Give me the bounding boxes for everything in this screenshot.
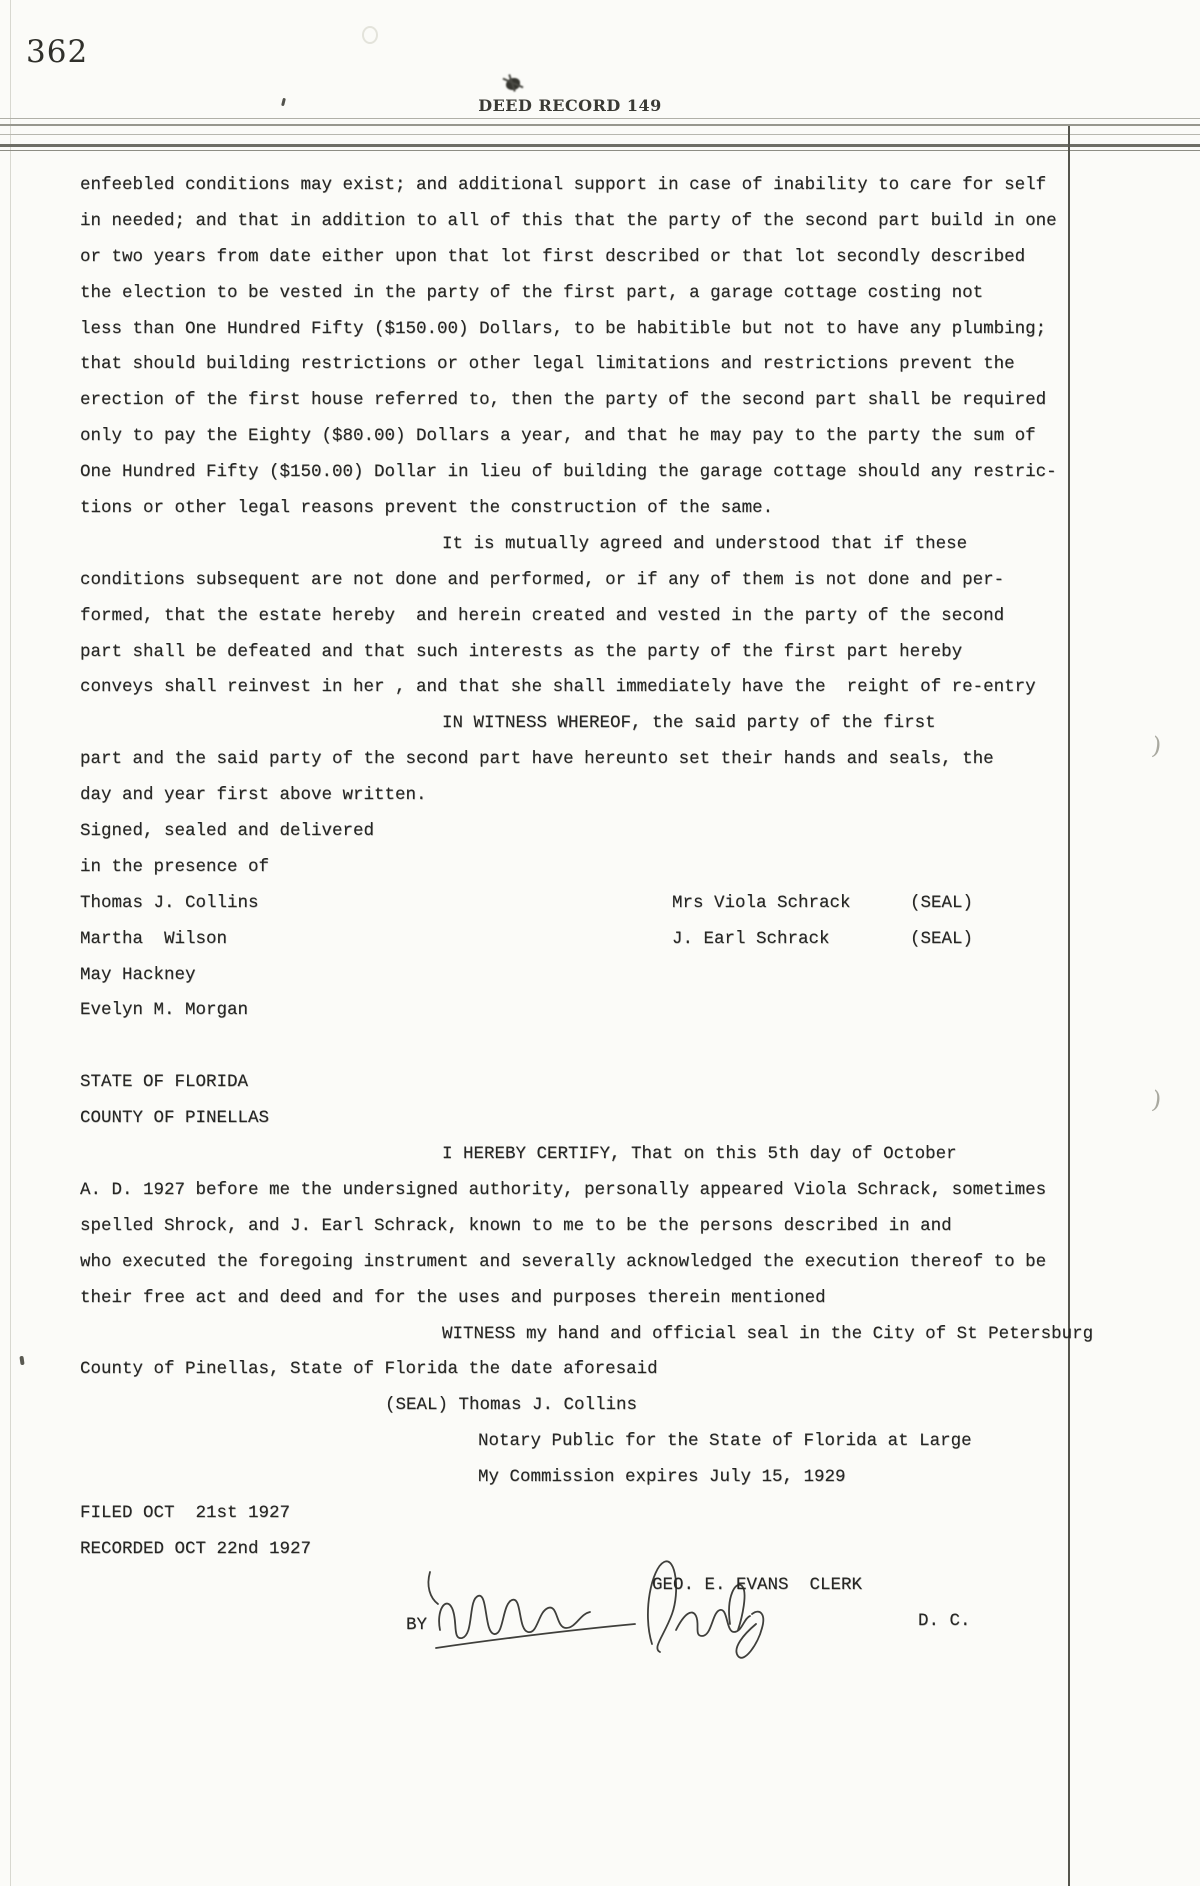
header-rule: [0, 118, 1200, 119]
document-line: A. D. 1927 before me the undersigned authority, personally appeared Viola Schrack, sometimes: [80, 1179, 1047, 1200]
document-line: the election to be vested in the party of the first part, a garage cottage costing not: [80, 282, 984, 303]
document-line: their free act and deed and for the uses and purposes therein mentioned: [80, 1287, 826, 1308]
document-line: or two years from date either upon that lot first described or that lot secondly described: [80, 246, 1026, 267]
witness-name: Martha Wilson: [80, 928, 228, 949]
document-line: that should building restrictions or other legal limitations and restrictions prevent the: [80, 354, 1015, 375]
document-line: in the presence of: [80, 856, 270, 877]
document-line: Notary Public for the State of Florida at Large: [478, 1431, 972, 1452]
document-line: conveys shall reinvest in her , and that she shall immediately have the reight of re-entry: [80, 677, 1036, 698]
party-name: Mrs Viola Schrack: [672, 892, 851, 913]
document-line: Signed, sealed and delivered: [80, 821, 375, 842]
document-line: conditions subsequent are not done and performed, or if any of them is not done and per-: [80, 569, 1005, 590]
document-body: [80, 168, 1094, 1640]
document-line: erection of the first house referred to, then the party of the second part shall be required: [80, 390, 1047, 411]
document-line: COUNTY OF PINELLAS: [80, 1108, 270, 1129]
header-title: DEED RECORD 149: [478, 96, 662, 115]
document-line: formed, that the estate hereby and herein created and vested in the party of the second: [80, 605, 1005, 626]
document-line: FILED OCT 21st 1927: [80, 1502, 291, 1523]
document-line: STATE OF FLORIDA: [80, 1072, 249, 1093]
deputy-clerk-label: D. C.: [918, 1610, 971, 1631]
document-line: GEO. E. EVANS CLERK: [652, 1574, 863, 1595]
document-line: [80, 922, 1080, 958]
document-line: I HEREBY CERTIFY, That on this 5th day of October: [442, 1144, 957, 1165]
document-line: tions or other legal reasons prevent the construction of the same.: [80, 498, 774, 519]
header-rule: [0, 144, 1200, 147]
clerk-signature: [400, 1552, 800, 1692]
header-rule: [0, 124, 1200, 126]
document-line: in needed; and that in addition to all of this that the party of the second part build in one: [80, 210, 1057, 231]
document-line: spelled Shrock, and J. Earl Schrack, known to me to be the persons described in and: [80, 1215, 952, 1236]
page-number: 362: [26, 34, 89, 70]
document-line: IN WITNESS WHEREOF, the said party of the first: [442, 713, 936, 734]
by-label: BY: [406, 1614, 428, 1635]
document-line: (SEAL) Thomas J. Collins: [385, 1395, 638, 1416]
stray-mark: [362, 26, 378, 44]
document-line: less than One Hundred Fifty ($150.00) Dollars, to be habitible but not to have any plumbing;: [80, 318, 1047, 339]
document-line: only to pay the Eighty ($80.00) Dollars a year, and that he may pay to the party the sum of: [80, 426, 1036, 447]
document-line: enfeebled conditions may exist; and additional support in case of inability to care for self: [80, 175, 1047, 195]
stray-mark: [19, 1356, 24, 1365]
party-name: J. Earl Schrack: [672, 928, 830, 949]
document-line: [80, 886, 1080, 922]
document-line: My Commission expires July 15, 1929: [478, 1467, 846, 1488]
scan-left-edge: [10, 0, 11, 1886]
document-line: May Hackney: [80, 964, 196, 985]
margin-mark: ): [1150, 1085, 1164, 1115]
header-rule: [0, 134, 1200, 135]
document-line: day and year first above written.: [80, 785, 427, 806]
document-line: It is mutually agreed and understood that if these: [442, 533, 968, 554]
seal-label: (SEAL): [910, 928, 974, 949]
ink-smudge-artifact: [506, 78, 520, 90]
document-line: WITNESS my hand and official seal in the City of St Petersburg: [442, 1323, 1094, 1344]
document-line: part and the said party of the second part have hereunto set their hands and seals, the: [80, 749, 994, 770]
seal-label: (SEAL): [910, 892, 974, 913]
document-line: RECORDED OCT 22nd 1927: [80, 1538, 312, 1559]
document-line: County of Pinellas, State of Florida the date aforesaid: [80, 1359, 658, 1380]
margin-mark: ): [1150, 731, 1164, 761]
witness-name: Thomas J. Collins: [80, 892, 259, 913]
document-line: One Hundred Fifty ($150.00) Dollar in lieu of building the garage cottage should any restric-: [80, 462, 1057, 483]
document-line: part shall be defeated and that such interests as the party of the first part hereby: [80, 641, 963, 662]
header-rule: [0, 150, 1200, 151]
document-line: who executed the foregoing instrument and severally acknowledged the execution thereof to be: [80, 1251, 1047, 1272]
document-line: Evelyn M. Morgan: [80, 1000, 249, 1021]
